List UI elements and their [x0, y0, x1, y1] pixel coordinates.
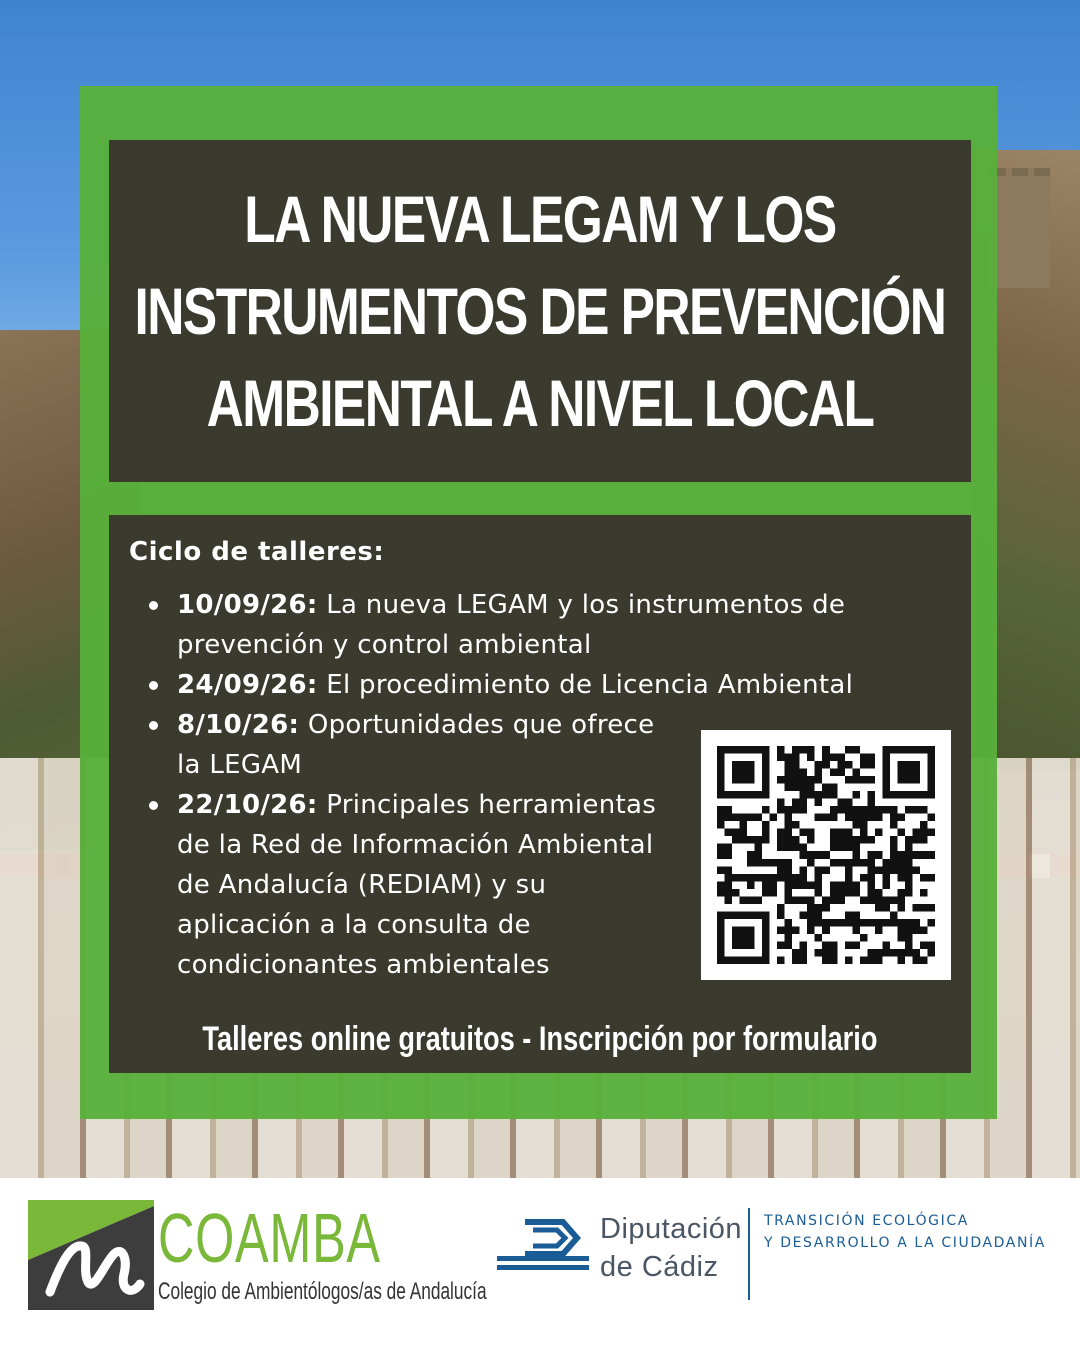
session-item	[145, 585, 945, 665]
diputacion-name-line1: Diputación	[600, 1213, 743, 1245]
poster-title: LA NUEVA LEGAM Y LOS INSTRUMENTOS DE PREVENCIÓN AMBIENTAL A NIVEL LOCAL	[134, 182, 946, 440]
content-panel	[109, 515, 971, 1073]
session-item	[145, 705, 685, 785]
session-item	[145, 665, 945, 705]
session-date: 22/10/26:	[177, 790, 318, 820]
diputacion-area-line1: TRANSICIÓN ECOLÓGICA	[764, 1213, 969, 1229]
qr-modules	[717, 746, 935, 964]
diputacion-name-line2: de Cádiz	[600, 1251, 719, 1283]
diputacion-area	[764, 1210, 1046, 1254]
session-date: 10/09/26:	[177, 590, 318, 620]
session-date: 24/09/26:	[177, 670, 318, 700]
section-title: Ciclo de talleres:	[129, 537, 385, 567]
title-panel	[109, 140, 971, 482]
registration-note-text: Talleres online gratuitos - Inscripción por formulario	[202, 1020, 878, 1058]
session-text: Oportunidades que ofrece la LEGAM	[177, 710, 655, 780]
bullet-icon	[149, 801, 158, 810]
bullet-icon	[149, 601, 158, 610]
qr-code-icon[interactable]	[701, 730, 951, 980]
logo-divider	[748, 1208, 750, 1300]
session-text: Principales herramientas de la Red de Información Ambiental de Andalucía (REDIAM) y su aplicación a la consulta de condicionantes ambientales	[177, 790, 657, 980]
session-text: La nueva LEGAM y los instrumentos de prevención y control ambiental	[177, 590, 846, 660]
logos-bar	[0, 1178, 1080, 1350]
diputacion-name	[600, 1210, 742, 1286]
session-item	[145, 785, 685, 985]
bullet-icon	[149, 721, 158, 730]
coamba-subtitle: Colegio de Ambientólogos/as de Andalucía	[158, 1278, 487, 1305]
coamba-logo-icon	[28, 1200, 154, 1310]
diputacion-logo-icon	[497, 1212, 589, 1272]
diputacion-area-line2: Y DESARROLLO A LA CIUDADANÍA	[764, 1235, 1046, 1251]
registration-note	[109, 1020, 971, 1059]
qr-code-graphic	[717, 746, 935, 964]
session-text: El procedimiento de Licencia Ambiental	[326, 670, 854, 700]
bullet-icon	[149, 681, 158, 690]
coamba-name: COAMBA	[158, 1199, 381, 1277]
castle-tower	[990, 168, 1050, 288]
session-date: 8/10/26:	[177, 710, 300, 740]
